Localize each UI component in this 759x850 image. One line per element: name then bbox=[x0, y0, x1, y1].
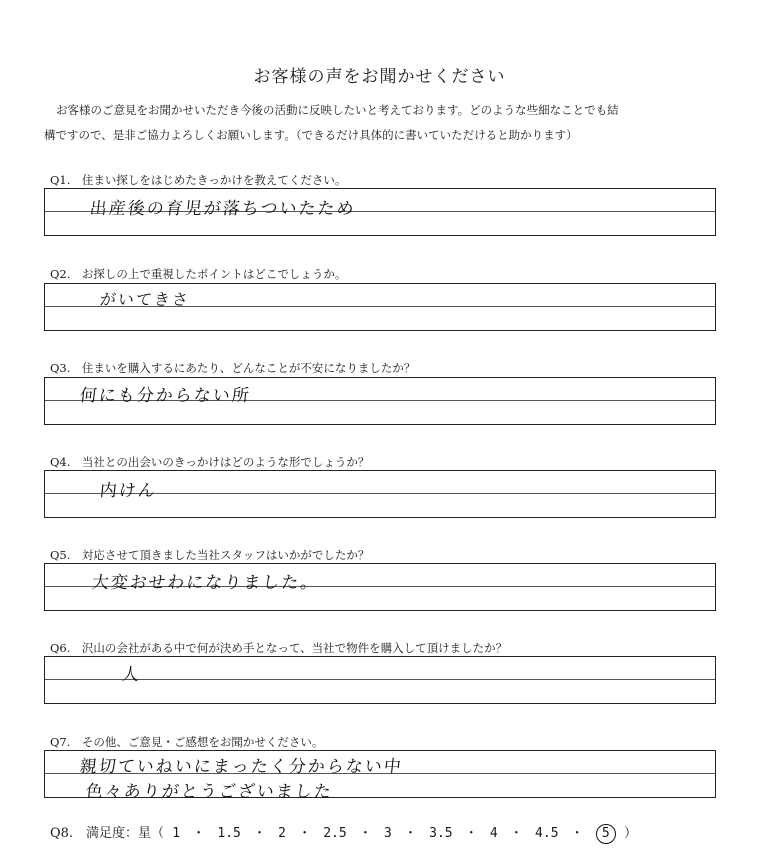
satisfaction-close-paren: ） bbox=[623, 826, 637, 841]
answer-3: 何にも分からない所 bbox=[78, 386, 252, 406]
intro-line-2: 構ですので、是非ご協力よろしくお願いします。（できるだけ具体的に書いていただけると助かります） bbox=[44, 128, 578, 142]
intro-line-1: お客様のご意見をお聞かせいただき今後の活動に反映したいと考えております。どのような些細なことでも結 bbox=[56, 103, 619, 117]
question-2-label: Q2. お探しの上で重視したポイントはどこでしょうか。 bbox=[50, 267, 347, 281]
rating-option: 3 bbox=[384, 826, 392, 841]
rating-option: 3.5 bbox=[429, 826, 453, 841]
page-title: お客様の声をお聞かせください bbox=[253, 67, 506, 87]
question-1-label: Q1. 住まい探しをはじめたきっかけを教えてください。 bbox=[50, 173, 347, 187]
answer-6: 人 bbox=[120, 665, 142, 685]
answer-1: 出産後の育児が落ちついたため bbox=[88, 199, 357, 219]
question-3-label: Q3. 住まいを購入するにあたり、どんなことが不安になりましたか？ bbox=[50, 361, 416, 375]
rating-option: 1.5 bbox=[217, 826, 241, 841]
question-4-label: Q4. 当社との出会いのきっかけはどのような形でしょうか？ bbox=[50, 455, 370, 469]
question-5-label: Q5. 対応させて頂きました当社スタッフはいかがでしたか？ bbox=[50, 548, 370, 562]
answer-7-line-1: 親切ていねいにまったく分からない中 bbox=[78, 757, 404, 777]
question-7-label: Q7. その他、ご意見・ご感想をお聞かせください。 bbox=[50, 735, 324, 749]
rating-option: 2.5 bbox=[323, 826, 347, 841]
rating-separator: ・ bbox=[464, 826, 478, 841]
rating-separator: ・ bbox=[509, 826, 523, 841]
rating-separator: ・ bbox=[570, 826, 584, 841]
satisfaction-label: Q8. 満足度：星（ bbox=[50, 826, 165, 841]
answer-2: がいてきさ bbox=[98, 290, 191, 309]
rating-option: 2 bbox=[278, 826, 286, 841]
rating-separator: ・ bbox=[403, 826, 417, 841]
satisfaction-row bbox=[50, 822, 637, 844]
answer-box-6 bbox=[44, 656, 716, 704]
rating-separator: ・ bbox=[298, 826, 312, 841]
rating-option: 4 bbox=[489, 826, 498, 841]
rating-separator: ・ bbox=[358, 826, 372, 841]
intro-text bbox=[44, 98, 724, 148]
rating-selected-circle: 5 bbox=[596, 824, 616, 844]
question-6-label: Q6. 沢山の会社がある中で何が決め手となって、当社で物件を購入して頂けましたか？ bbox=[50, 641, 508, 655]
answer-4: 内けん bbox=[98, 481, 158, 501]
rating-option: 1 bbox=[172, 826, 181, 841]
rating-separator: ・ bbox=[252, 826, 266, 841]
rating-separator: ・ bbox=[192, 826, 206, 841]
answer-7-line-2: 色々ありがとうございました bbox=[84, 782, 334, 802]
rating-option: 4.5 bbox=[535, 826, 559, 841]
answer-5: 大変おせわになりました。 bbox=[90, 573, 321, 593]
